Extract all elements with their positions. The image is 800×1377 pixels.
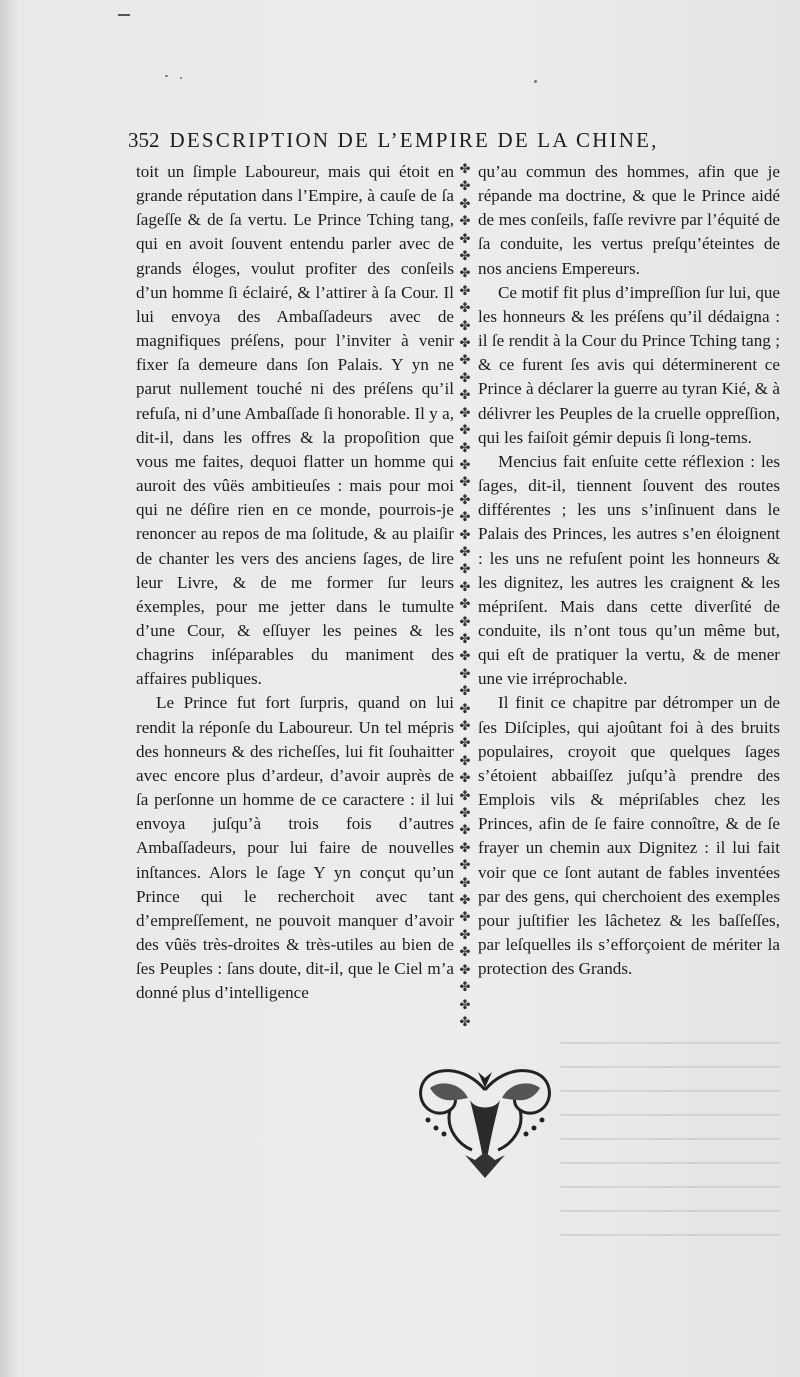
fleuron-icon: ✤ [459, 439, 471, 455]
ink-speck [165, 75, 168, 77]
fleuron-icon: ✤ [459, 317, 471, 333]
fleuron-icon: ✤ [459, 456, 471, 472]
fleuron-icon: ✤ [459, 630, 471, 646]
fleuron-icon: ✤ [459, 404, 471, 420]
fleuron-icon: ✤ [459, 300, 471, 316]
left-column [136, 160, 454, 1005]
fleuron-icon: ✤ [459, 161, 471, 176]
fleuron-icon: ✤ [459, 1013, 471, 1029]
fleuron-icon: ✤ [459, 369, 471, 385]
fleuron-icon: ✤ [459, 387, 471, 403]
paragraph: qu’au commun des hommes, afin que je répande ma doctrine, & que le Prince aidé de mes conſeils, faſſe revivre par l’équité de ſa conduite, les vertus preſqu’éteintes de nos anciens Empereurs. [478, 162, 780, 278]
fleuron-icon: ✤ [459, 996, 471, 1012]
fleuron-icon: ✤ [459, 770, 471, 786]
fleuron-icon: ✤ [459, 909, 471, 925]
paragraph: Il finit ce chapitre par détromper un de ſes Diſciples, qui ajoûtant foi à des bruits populaires, croyoit que quelques ſages s’étoient abbaiſſez juſqu’à prendre des Emplois vils & mépriſables chez les Princes, afin de ſe faire connoître, & de ſe frayer un chemin aux Dignitez : il lui fait voir que ce ſont autant de fables inventées par des gens, qui cherchoient des exemples pour juſtifier les lâchetez & les baſſeſſes, par leſquelles ils s’efforçoient de mériter la protection des Grands. [478, 693, 780, 979]
fleuron-icon: ✤ [459, 248, 471, 264]
fleuron-icon: ✤ [459, 213, 471, 229]
fleuron-icon: ✤ [459, 282, 471, 298]
running-title: DESCRIPTION DE L’EMPIRE DE LA CHINE, [169, 128, 659, 152]
fleuron-icon: ✤ [459, 718, 471, 733]
fleuron-icon: ✤ [459, 265, 471, 281]
fleuron-icon: ✤ [459, 491, 471, 507]
fleuron-icon: ✤ [459, 578, 471, 594]
fleuron-icon: ✤ [459, 979, 471, 995]
fleuron-icon: ✤ [459, 752, 471, 768]
fleuron-icon: ✤ [459, 892, 471, 908]
fleuron-icon: ✤ [459, 805, 471, 821]
fleuron-icon: ✤ [459, 944, 471, 960]
fleuron-icon: ✤ [459, 561, 471, 577]
fleuron-icon: ✤ [459, 857, 471, 873]
fleuron-icon: ✤ [459, 735, 471, 751]
fleuron-icon: ✤ [459, 526, 471, 542]
fleuron-icon: ✤ [459, 700, 471, 716]
fleuron-icon: ✤ [459, 683, 471, 699]
fleuron-icon: ✤ [459, 352, 471, 368]
fleuron-icon: ✤ [459, 787, 471, 803]
right-column [478, 160, 780, 981]
fleuron-icon: ✤ [459, 178, 471, 194]
fleuron-icon: ✤ [459, 926, 471, 942]
paragraph: toit un ſimple Laboureur, mais qui étoit en grande réputation dans l’Empire, à cauſe de ſa ſageſſe & de ſa vertu. Le Prince Tching tang, qui en avoit ſouvent entendu parler avec de grands éloges, voulut profiter des conſeils d’un homme ſi éclairé, & l’attirer à ſa Cour. Il lui envoya des Ambaſſadeurs avec de magnifiques préſens, pour l’inviter à venir fixer ſa demeure dans ſon Palais. Y yn ne parut nullement touché ni des préſens qu’il refuſa, ni d’une Ambaſſade ſi honorable. Il y a, dit-il, dans les offres & la propoſition que vous me faites, dequoi flatter un homme qui auroit des vûës ambitieuſes : mais pour moi qui ne déſire rien en ce monde, pourrois-je renoncer au repos de ma ſolitude, & au plaiſir de chanter les vers des anciens ſages, de lire leur Livre, & de me former ſur leurs éxemples, pour me jetter dans le tumulte d’une Cour, & eſſuyer les peines & les chagrins inſéparables du maniment des affaires publiques. [136, 162, 454, 689]
fleuron-icon: ✤ [459, 613, 471, 629]
fleuron-icon: ✤ [459, 648, 471, 664]
column-divider [458, 160, 472, 1030]
page-number: 352 [128, 128, 160, 152]
paragraph: Ce motif fit plus d’impreſſion ſur lui, que les honneurs & les préſens qu’il dédaigna : il ſe rendit à la Cour du Prince Tching tang ; & ce furent ſes avis qui déterminerent ce Prince à déclarer la guerre au tyran Kié, & à délivrer les Peuples de la cruelle oppreſſion, qui les faiſoit gémir depuis ſi long-tems. [478, 282, 780, 447]
paragraph: Le Prince fut fort ſurpris, quand on lui rendit la réponſe du Laboureur. Un tel mépris des honneurs & des richeſſes, lui fit ſouhaitter avec encore plus d’ardeur, d’avoir auprès de ſa perſonne un homme de ce caractere : il lui envoya juſqu’à trois fois d’autres Ambaſſadeurs, pour lui faire de nouvelles inſtances. Alors le ſage Y yn conçut qu’un Prince qui le recherchoit avec tant d’empreſſement, ne pouvoit manquer d’avoir des vûës très-droites & très-utiles au bien de ſes Peuples : ſans doute, dit-il, que le Ciel m’a donné plus d’intelligence [136, 693, 454, 1003]
page-header [128, 128, 768, 158]
ink-speck [534, 80, 537, 83]
bleed-through-text [560, 1020, 780, 1280]
fleuron-icon: ✤ [459, 509, 471, 525]
ink-mark [118, 14, 130, 16]
fleuron-icon: ✤ [459, 839, 471, 855]
fleuron-icon: ✤ [459, 230, 471, 246]
fleuron-icon: ✤ [459, 422, 471, 438]
tailpiece-ornament-icon [410, 1060, 560, 1180]
fleuron-icon: ✤ [459, 822, 471, 838]
fleuron-icon: ✤ [459, 874, 471, 890]
fleuron-icon: ✤ [459, 596, 471, 612]
fleuron-icon: ✤ [459, 474, 471, 490]
ink-speck [180, 77, 182, 79]
fleuron-icon: ✤ [459, 665, 471, 681]
fleuron-icon: ✤ [459, 335, 471, 351]
fleuron-icon: ✤ [459, 195, 471, 211]
fleuron-icon: ✤ [459, 543, 471, 559]
paragraph: Mencius fait enſuite cette réflexion : les ſages, dit-il, tiennent ſouvent des routes différentes ; les uns s’inſinuent dans le Palais des Princes, les autres s’en éloignent : les uns ne refuſent point les honneurs & les dignitez, les autres les craignent & les mépriſent. Mais dans cette diverſité de conduite, ils n’ont tous qu’un même but, qui eſt de pratiquer la vertu, & de mener une vie irréprochable. [478, 451, 780, 689]
fleuron-icon: ✤ [459, 961, 471, 977]
